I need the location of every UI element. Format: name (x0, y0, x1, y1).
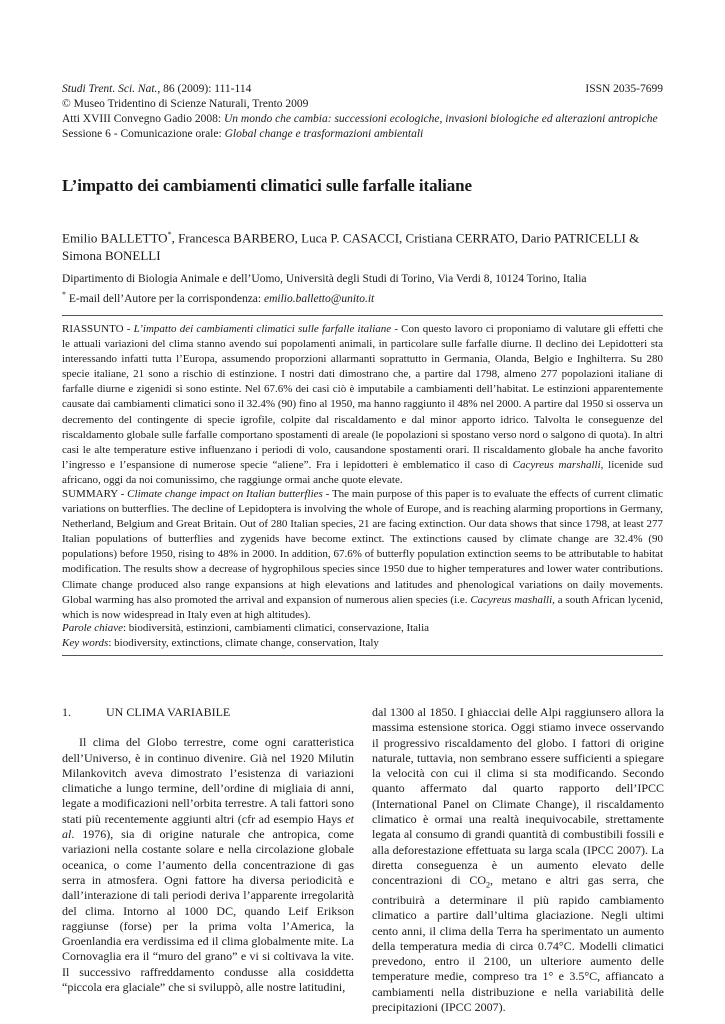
keywords (62, 621, 663, 651)
co-authors: , Francesca BARBERO, Luca P. CASACCI, Cristiana CERRATO, Dario PATRICELLI & (171, 230, 640, 246)
riassunto-text-end: , licenide sud africano, oggi da noi comunissimo, che raggiunge ormai anche quote elevate. (62, 458, 663, 486)
paragraph-text: dal 1300 al 1850. I ghiacciai delle Alpi raggiunsero allora la massima estensione storica. Oggi stiamo invece osservando il progressivo riscaldamento del globo. I fattori di origine naturale, tuttavia, non sembrano essere sufficienti a spiegare la velocità con cui il clima si sta modificando. Secondo quanto affermato dal quarto rapporto dell’IPCC (International Panel on Climate Change), il riscaldamento climatico è ormai una realtà inequivocabile, strettamente legata al consumo di grandi quantità di combustibili fossili e alla deforestazione effettuata su larga scala (IPCC 2007). La diretta conseguenza è un aumento elevato delle concentrazioni di CO (372, 705, 664, 888)
issn: ISSN 2035-7699 (585, 83, 663, 95)
author-list (62, 226, 663, 265)
body-column-right (372, 705, 664, 1015)
summary-text: - The main purpose of this paper is to evaluate the effects of current climatic variations on butterflies. The decline of Lepidoptera is involving the whole of Europe, and is reaching alarming proportions in Germany, Netherland, Belgium and Great Britain. Out of 280 Italian species, 21 are facing extinction. Our data shows that since 1798, at least 277 Italian populations of butterflies and zygenids have become extinct. The extinctions caused by climate change are 32.4% (90 populations) before 1950, rising to 48% in 2000. In addition, 67.6% of butterfly population extinction seems to be attributable to habitat modification. The results show a decrease of hygrophilous species since 1950 due to higher temperatures and lower water contributions. Climate change produced also range expansions at high elevations and latitudes and phenological variations on daily movements. Global warming has also promoted the arrival and expansion of numerous alien species (i.e. (62, 488, 663, 606)
co2-subscript: 2 (486, 880, 490, 890)
conference-title: Un mondo che cambia: successioni ecologiche, invasioni biologiche ed alterazioni antropiche (223, 113, 658, 125)
section-heading (62, 705, 354, 720)
riassunto (62, 322, 663, 488)
paragraph (372, 705, 664, 1015)
paragraph-text-cont: , metano e altri gas serra, che contribuirà a determinare il più rapido cambiamento climatico a partire dall’ultima glaciazione. Negli ultimi cento anni, il clima della Terra ha sperimentato un aumento della temperatura media di circa 0.74°C. Modelli climatici prevedono, entro il 2100, un ulteriore aumento delle temperature medie, compreso tra 1° e 3.5°C, affiancato a cambiamenti nella distribuzione e nella variabilità delle precipitazioni (IPCC 2007). (372, 873, 664, 1015)
paragraph-etal: et al (62, 811, 354, 842)
department: Dipartimento di Biologia Animale e dell’Uomo, Università degli Studi di Torino, Via Verdi 8, 10124 Torino, Italia (62, 273, 587, 285)
keywords-en: : biodiversity, extinctions, climate change, conservation, Italy (108, 637, 379, 649)
paragraph (62, 735, 354, 995)
last-author: Simona BONELLI (62, 248, 161, 264)
divider-bottom (62, 655, 663, 656)
journal-volume: , 86 (2009): 111-114 (157, 83, 252, 95)
paper-title: L’impatto dei cambiamenti climatici sulle farfalle italiane (62, 176, 472, 195)
copyright-line: © Museo Tridentino di Scienze Naturali, Trento 2009 (62, 98, 309, 110)
riassunto-text: - Con questo lavoro ci proponiamo di valutare gli effetti che le attuali variazioni del clima stanno avendo sui popolamenti animali, in particolare sulle farfalle diurne. Il declino dei Lepidotteri sta interessando infatti tutta l’Europa, assumendo proporzioni allarmanti soprattutto in Germania, Olanda, Belgio e Inghilterra. Su 280 specie italiane, 21 sono a rischio di estinzione. I nostri dati dimostrano che, a partire dal 1798, almeno 277 popolazioni italiane di farfalle diurne e zigenidi si sono estinte. Nel 67.6% dei casi ciò è imputabile a cambiamenti dell’habitat. Le estinzioni apparentemente causate dai cambiamenti climatici sono il 32.4% (90) fino al 1950, ma hanno raggiunto il 48% nel 2000. A partire dal 1950 si osserva un decremento del contingente di specie igrofile, colpite dal riscaldamento e dal minor apporto idrico. Talvolta le conseguenze del riscaldamento globale sulle farfalle comportano spostamenti di areale (le popolazioni si spostano verso nord o salgono di quota). In altri casi le alte temperature estive influenzano i periodi di volo, causandone spostamenti orari. Il riscaldamento globale ha anche favorito l’ingresso e l’espansione di numerose specie “aliene”. Fra i lepidotteri è emblematico il caso di (62, 323, 663, 471)
summary-text-end: , a south African lycenid, which is now widespread in Italy even at high altitudes). (62, 593, 663, 621)
email-label: E-mail dell’Autore per la corrispondenza: (66, 292, 264, 305)
riassunto-species: Cacyreus marshalli (512, 458, 601, 471)
divider-top (62, 315, 663, 316)
summary (62, 487, 663, 623)
email-mark: * (62, 290, 66, 299)
first-author: Emilio BALLETTO (62, 230, 168, 246)
paragraph-text-cont: . 1976), sia di origine naturale che antropica, come variazioni nella costante solare e nella circolazione globale oceanica, o come l’aumento della concentrazione di gas serra in atmosfera. Ogni fattore ha diversa periodicità e dall’interazione di tali periodi deriva l’apparente irregolarità del clima. Intorno al 1000 DC, quando Leif Erikson raggiunse (forse) per la prima volta l’America, la Groenlandia era verdissima ed il clima globalmente mite. La Cornovaglia era il “muro del grano” e vi si coltivava la vite. Il successivo raffreddamento condusse alla cosiddetta “piccola era glaciale” che si sviluppò, alle nostre latitudini, (62, 827, 354, 995)
body-column-left (62, 705, 354, 995)
summary-title: Climate change impact on Italian butterflies (127, 488, 323, 500)
keywords-it-label: Parole chiave (62, 622, 123, 634)
session-title: Global change e trasformazioni ambientali (224, 128, 424, 140)
session-line (62, 127, 663, 142)
corresponding-mark: * (167, 230, 172, 239)
affiliation (62, 272, 663, 307)
journal-citation (62, 82, 663, 97)
keywords-en-label: Key words (62, 637, 109, 649)
summary-label: SUMMARY - (62, 488, 128, 500)
session-prefix: Sessione 6 - Comunicazione orale: (62, 128, 225, 140)
riassunto-label: RIASSUNTO - (62, 323, 134, 335)
paragraph-text: Il clima del Globo terrestre, come ogni caratteristica dell’Universo, è in continuo divenire. Già nel 1920 Milutin Milankovitch aveva dimostrato l’esistenza di variazioni climatiche a lungo termine, dell’ordine di migliaia di anni, legate a modificazioni nell’orbita terrestre. A tali fattori sono stati più recentemente aggiunti altri (cfr ad esempio Hays (62, 735, 354, 826)
conference-line (62, 112, 663, 127)
riassunto-title: L’impatto dei cambiamenti climatici sulle farfalle italiane (133, 323, 392, 335)
section-title: UN CLIMA VARIABILE (106, 705, 231, 719)
author-email[interactable]: emilio.balletto@unito.it (263, 292, 375, 305)
conference-prefix: Atti XVIII Convegno Gadio 2008: (62, 113, 224, 125)
summary-species: Cacyreus mashalli (470, 593, 553, 606)
journal-name: Studi Trent. Sci. Nat. (62, 83, 158, 95)
keywords-it: : biodiversità, estinzioni, cambiamenti climatici, conservazione, Italia (122, 622, 430, 634)
section-number: 1. (62, 705, 71, 719)
